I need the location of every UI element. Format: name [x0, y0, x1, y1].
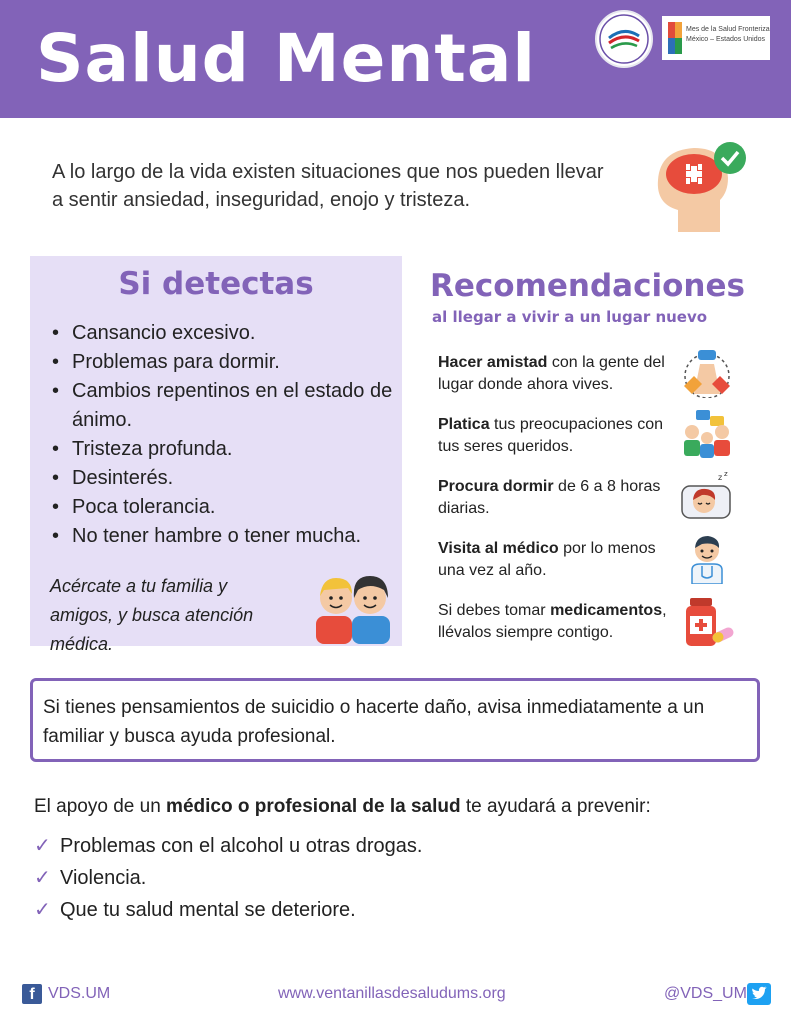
list-item: • Problemas para dormir. — [52, 348, 397, 377]
border-health-month-logo — [662, 16, 770, 60]
list-item: ✓ Violencia. — [34, 862, 422, 894]
recommendation-item: Hacer amistad con la gente del lugar donde ahora vives. — [438, 354, 665, 393]
header-banner — [0, 0, 791, 118]
detect-list — [52, 319, 397, 551]
svg-text:z: z — [718, 473, 723, 482]
list-item: • Desinterés. — [52, 464, 397, 493]
list-item: • Cambios repentinos en el estado de ánimo. — [52, 377, 397, 435]
list-item: • Tristeza profunda. — [52, 435, 397, 464]
prevention-list — [34, 830, 422, 926]
check-icon: ✓ — [34, 867, 51, 889]
page-title: Salud Mental — [36, 20, 537, 97]
suicide-warning-box — [30, 678, 760, 762]
detect-panel — [30, 256, 402, 654]
medicine-icon — [680, 596, 734, 648]
facebook-icon[interactable]: f — [22, 984, 42, 1004]
sleeping-person-icon — [680, 470, 734, 522]
facebook-handle-link[interactable]: VDS.UM — [48, 985, 111, 1002]
list-item: • Poca tolerancia. — [52, 493, 397, 522]
list-item: • No tener hambre o tener mucha. — [52, 522, 397, 551]
recommendation-item: Platica tus preocupaciones con tus seres queridos. — [438, 416, 664, 455]
support-intro: El apoyo de un médico o profesional de la salud te ayudará a prevenir: — [34, 796, 651, 817]
detect-footer: Acércate a tu familia y amigos, y busca atención médica. — [50, 576, 254, 654]
recommendations-title: Recomendaciones — [430, 268, 745, 304]
flag-mark-icon — [668, 22, 682, 54]
hands-together-icon — [680, 346, 734, 398]
friends-icon — [312, 568, 394, 644]
twitter-icon[interactable] — [747, 983, 771, 1005]
list-item: • Cansancio excesivo. — [52, 319, 397, 348]
recommendation-item: Procura dormir de 6 a 8 horas diarias. — [438, 478, 661, 517]
website-link[interactable]: www.ventanillasdesaludums.org — [278, 985, 506, 1002]
detect-title: Si detectas — [118, 266, 314, 302]
border-health-circle-logo-icon — [595, 10, 653, 68]
logo-text: Mes de la Salud Fronteriza México – Estados Unidos — [686, 26, 770, 43]
head-with-cross-check-icon — [648, 140, 748, 236]
check-icon: ✓ — [34, 835, 51, 857]
intro-text: A lo largo de la vida existen situaciones que nos pueden llevar a sentir ansiedad, inseguridad, enojo y tristeza. — [52, 161, 604, 211]
recommendations-subtitle: al llegar a vivir a un lugar nuevo — [432, 308, 708, 326]
svg-text:z: z — [724, 470, 728, 478]
check-icon: ✓ — [34, 899, 51, 921]
twitter-handle-link[interactable]: @VDS_UM — [664, 985, 747, 1002]
doctor-icon — [680, 532, 734, 584]
warning-text: Si tienes pensamientos de suicidio o hacerte daño, avisa inmediatamente a un familiar y busca ayuda profesional. — [43, 697, 705, 747]
list-item: ✓ Que tu salud mental se deteriore. — [34, 894, 422, 926]
people-talking-icon — [680, 408, 734, 460]
recommendation-item: Si debes tomar medicamentos, llévalos siempre contigo. — [438, 602, 667, 641]
recommendation-item: Visita al médico por lo menos una vez al año. — [438, 540, 656, 579]
list-item: ✓ Problemas con el alcohol u otras drogas. — [34, 830, 422, 862]
